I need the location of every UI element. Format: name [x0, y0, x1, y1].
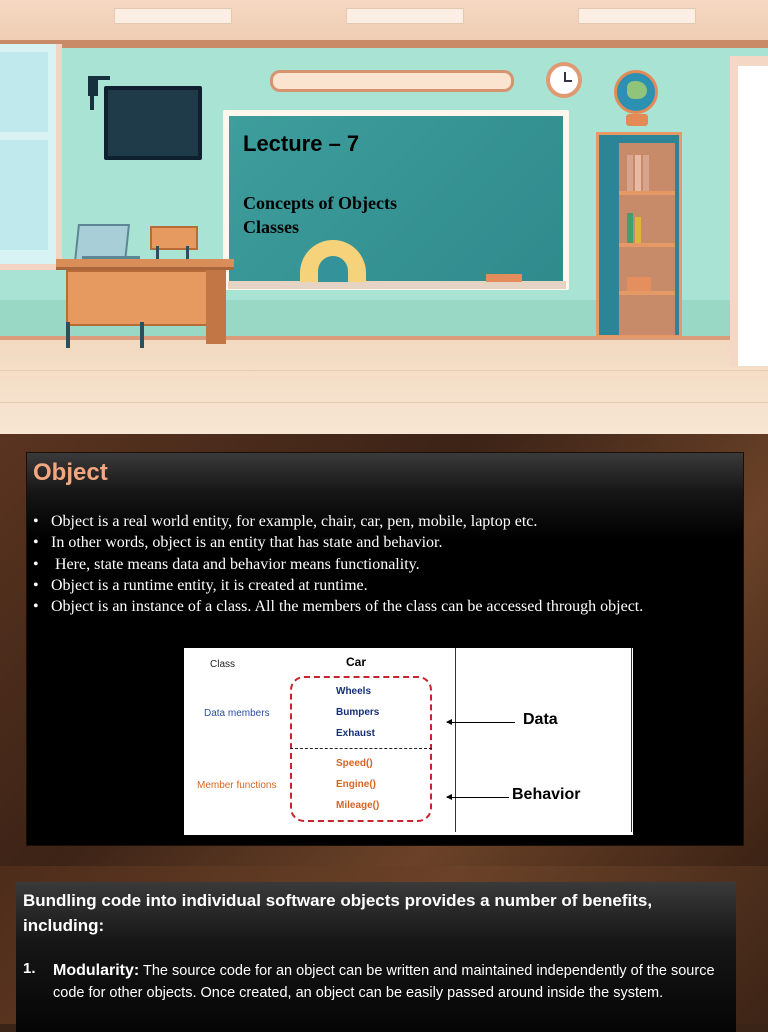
chalkboard-ledge	[228, 281, 566, 289]
desk-top	[56, 259, 234, 270]
ceiling-light	[578, 8, 696, 24]
wall-clock-icon	[546, 62, 582, 98]
member-functions-label: Member functions	[197, 780, 277, 791]
bullet-list	[33, 511, 733, 617]
class-diagram-body	[184, 648, 455, 835]
bullet-item: • Object is an instance of a class. All the members of the class can be accessed through object.	[33, 596, 733, 617]
slide-content	[26, 452, 744, 846]
list-item-number: 1.	[23, 960, 36, 977]
diagram-annotation-box	[455, 648, 632, 832]
globe-icon	[614, 70, 658, 114]
ceiling-light	[346, 8, 464, 24]
desk-side	[206, 270, 226, 344]
lecture-subtitle	[243, 191, 397, 239]
object-slide	[0, 434, 768, 866]
projector-screen-roll	[270, 70, 514, 92]
member-function: Speed()	[336, 758, 373, 769]
list-item-body	[53, 960, 733, 1004]
title-slide	[0, 0, 768, 434]
classroom-floor	[0, 340, 768, 434]
bullet-item: • In other words, object is an entity that has state and behavior.	[33, 532, 733, 553]
wall-trim	[0, 40, 768, 48]
member-function: Mileage()	[336, 800, 380, 811]
desk-leg	[140, 322, 144, 348]
wall-tv	[104, 86, 202, 160]
bullet-item: • Object is a real world entity, for example, chair, car, pen, mobile, laptop etc.	[33, 511, 733, 532]
list-item-term: Modularity:	[53, 962, 140, 979]
globe-stand	[626, 114, 648, 126]
bullet-item: • Object is a runtime entity, it is created at runtime.	[33, 575, 733, 596]
data-annotation: Data	[523, 711, 558, 728]
class-label: Class	[210, 659, 236, 670]
floor-tile-line	[0, 402, 768, 403]
door-panel	[738, 66, 768, 366]
window	[0, 44, 62, 270]
floor-tile-line	[0, 370, 768, 371]
data-member: Exhaust	[336, 728, 375, 739]
bullet-item-text: Here, state means data and behavior means functionality.	[55, 555, 420, 573]
window-pane	[0, 140, 48, 250]
lecture-title: Lecture – 7	[243, 131, 360, 156]
eraser-icon	[486, 274, 522, 282]
bullet-item	[33, 554, 733, 575]
data-arrow	[447, 722, 515, 723]
window-pane	[0, 52, 48, 132]
data-member: Wheels	[336, 686, 372, 697]
ceiling-light	[114, 8, 232, 24]
class-name: Car	[346, 655, 367, 669]
class-diagram	[184, 648, 633, 835]
behavior-annotation: Behavior	[512, 786, 581, 803]
data-members-label: Data members	[204, 708, 270, 719]
list-item-text: The source code for an object can be written and maintained independently of the source code for other objects. Once created, an object can be easily passed around inside the system.	[53, 963, 715, 1001]
members-separator	[290, 748, 432, 749]
door	[730, 56, 768, 366]
member-function: Engine()	[336, 779, 376, 790]
ceiling	[0, 0, 768, 40]
benefits-slide	[0, 866, 768, 1024]
bookshelf	[596, 132, 682, 338]
behavior-arrow	[447, 797, 509, 798]
desk-leg	[66, 322, 70, 348]
desk-drawer	[66, 270, 210, 326]
data-member: Bumpers	[336, 707, 380, 718]
slide-heading: Object	[33, 459, 108, 486]
lecture-subtitle-line2: Classes	[243, 217, 300, 237]
slide-content	[16, 882, 736, 1032]
lecture-subtitle-line1: Concepts of Objects	[243, 193, 397, 213]
slide-heading: Bundling code into individual software objects provides a number of benefits, including:	[23, 891, 653, 935]
